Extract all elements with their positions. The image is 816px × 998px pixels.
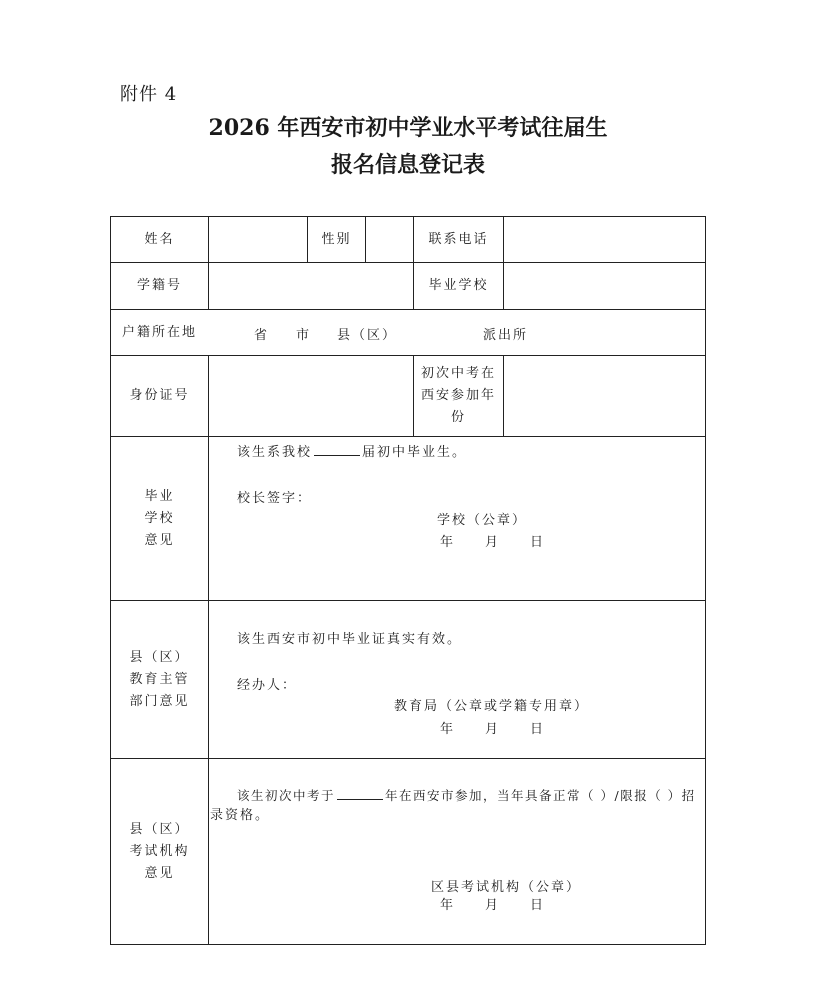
first-exam-field[interactable] xyxy=(504,356,705,436)
school-date: 年 月 日 xyxy=(440,535,546,550)
attachment-label: 附件 4 xyxy=(120,84,178,105)
exam-opinion-label-2: 考试机构 xyxy=(129,843,190,859)
form-title-line2: 报名信息登记表 xyxy=(330,152,485,178)
phone-label: 联系电话 xyxy=(428,231,489,247)
id-number-field[interactable] xyxy=(209,356,413,436)
handler-label: 经办人： xyxy=(237,678,298,693)
edu-opinion-label-1: 县（区） xyxy=(129,649,190,665)
school-opinion-text-post: 届初中毕业生。 xyxy=(362,445,468,460)
phone-field[interactable] xyxy=(504,217,705,262)
household-label: 户籍所在地 xyxy=(121,324,197,340)
exam-opinion-label-1: 县（区） xyxy=(129,821,190,837)
exam-opinion-statement xyxy=(237,786,696,804)
first-exam-label xyxy=(414,356,503,436)
school-opinion-label-2: 学校 xyxy=(144,510,175,526)
school-seal-label: 学校（公章） xyxy=(437,513,528,528)
school-opinion-label xyxy=(111,437,208,600)
first-exam-label-line1: 初次中考在 xyxy=(420,366,496,381)
exam-opinion-text-pre: 该生初次中考于 xyxy=(237,788,336,803)
school-opinion-statement xyxy=(237,441,467,460)
name-label: 姓名 xyxy=(144,231,175,247)
exam-seal-label: 区县考试机构（公章） xyxy=(431,880,582,895)
edu-opinion-label-3: 部门意见 xyxy=(129,693,190,709)
edu-date: 年 月 日 xyxy=(440,722,546,737)
edu-opinion-label xyxy=(111,601,208,758)
police-station-label: 派出所 xyxy=(483,328,529,343)
student-id-field[interactable] xyxy=(209,263,413,309)
exam-opinion-label-3: 意见 xyxy=(144,865,175,881)
school-opinion-label-3: 意见 xyxy=(144,532,175,548)
edu-opinion-statement: 该生西安市初中毕业证真实有效。 xyxy=(237,632,463,647)
edu-seal-label: 教育局（公章或学籍专用章） xyxy=(394,699,590,714)
school-opinion-label-1: 毕业 xyxy=(144,488,175,504)
table-border-right xyxy=(705,216,706,945)
first-exam-year-blank[interactable] xyxy=(337,786,383,800)
col-divider xyxy=(208,355,209,945)
edu-opinion-label-2: 教育主管 xyxy=(129,671,190,687)
principal-signature-label: 校长签字： xyxy=(237,491,313,506)
exam-opinion-text-post: 年在西安市参加，当年具备正常（ ）/限报（ ）招 xyxy=(385,788,696,803)
grad-school-field[interactable] xyxy=(504,263,705,309)
exam-opinion-text-line2: 录资格。 xyxy=(210,808,271,823)
name-field[interactable] xyxy=(209,217,307,262)
city-label: 市 xyxy=(296,328,312,343)
first-exam-label-line2: 西安参加年份 xyxy=(420,388,496,425)
table-border-bottom xyxy=(110,944,706,945)
gender-label: 性别 xyxy=(321,231,352,247)
grad-school-label: 毕业学校 xyxy=(428,278,489,293)
form-title-line1: 2026 年西安市初中学业水平考试往届生 xyxy=(208,115,608,141)
exam-date: 年 月 日 xyxy=(440,898,546,913)
student-id-label: 学籍号 xyxy=(136,278,182,293)
graduation-year-blank[interactable] xyxy=(314,442,360,456)
province-label: 省 xyxy=(254,328,270,343)
exam-opinion-label xyxy=(111,759,208,944)
gender-field[interactable] xyxy=(366,217,413,262)
id-number-label: 身份证号 xyxy=(129,388,190,403)
county-label: 县（区） xyxy=(337,328,398,343)
school-opinion-text-pre: 该生系我校 xyxy=(237,445,313,460)
